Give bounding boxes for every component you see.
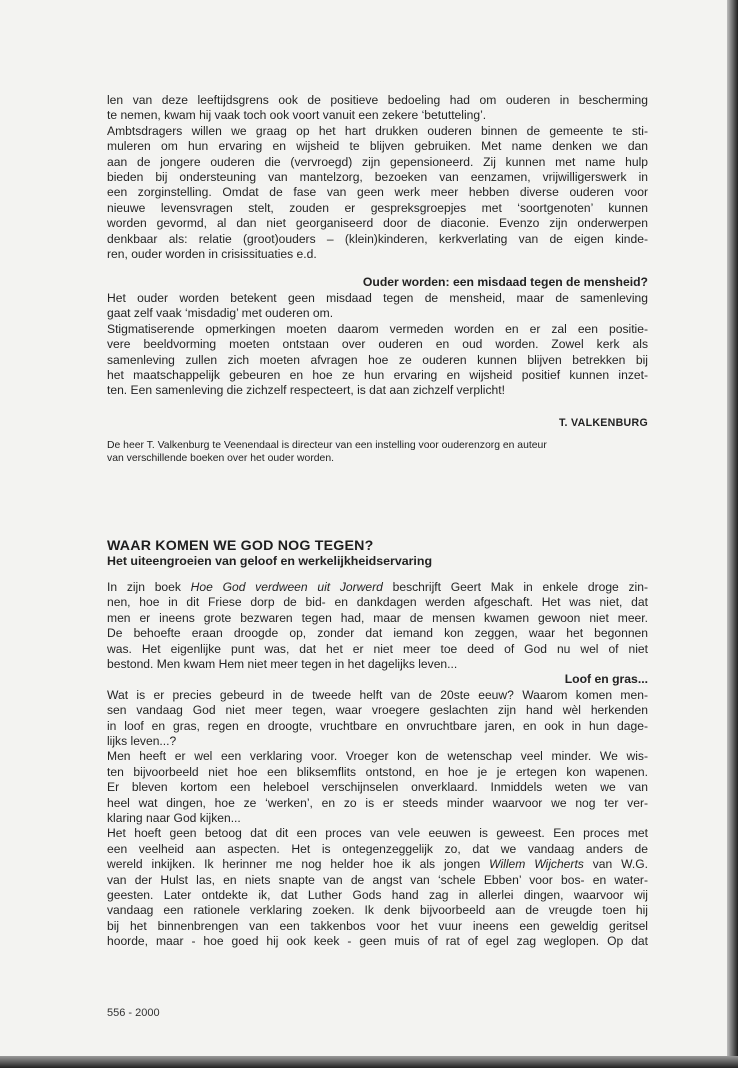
text-line: Er bleven kortom een heleboel verschijnselen onverklaard. Inmiddels weten we van bbox=[107, 780, 648, 795]
text-line: denkbaar als: relatie (groot)ouders – (klein)kinderen, kerkverlating van de eigen kinde- bbox=[107, 231, 648, 246]
bio-line: van verschillende boeken over het ouder worden. bbox=[107, 453, 335, 465]
author-bio bbox=[107, 439, 648, 466]
text-line: hoorde, maar - hoe goed hij ook keek - geen muis of rat of egel zag weglopen. Op dat bbox=[107, 934, 648, 949]
book-title-wijcherts: Willem Wijcherts bbox=[489, 857, 584, 872]
page-number: 556 - 2000 bbox=[107, 1007, 160, 1019]
book-title: Hoe God verdween uit Jorwerd bbox=[190, 579, 383, 594]
article-title: WAAR KOMEN WE GOD NOG TEGEN? bbox=[107, 537, 374, 554]
text-line: ren, ouder worden in crisissituaties e.d. bbox=[107, 247, 317, 262]
text-line-wijcherts bbox=[107, 857, 648, 872]
text-line: in loof en gras, regen en droogte, vruchtbare en onvruchtbare jaren, en ook in hun dage- bbox=[107, 718, 648, 733]
text-line: ten bijvoorbeeld niet hoe een bliksemflits ontstond, en hoe je je ertegen kon wapenen. bbox=[107, 764, 648, 779]
text-line: was. Het eigenlijke punt was, dat het er niet meer toe deed of God nu wel of niet bbox=[107, 641, 648, 656]
text-line: een zorginstelling. Omdat de fase van geen werk meer hebben diverse ouderen voor bbox=[107, 185, 648, 200]
paragraph-ouder-worden bbox=[107, 291, 648, 322]
text-line-intro bbox=[107, 580, 648, 595]
subheading-loof-en-gras: Loof en gras... bbox=[564, 672, 648, 687]
intro-rest: beschrijft Geert Mak in enkele droge zin- bbox=[382, 579, 648, 594]
paragraph-20ste-eeuw bbox=[107, 688, 648, 750]
p4-line3-start: wereld inkijken. Ik herinner me nog helder hoe ik als jongen bbox=[107, 857, 490, 872]
text-line: Wat is er precies gebeurd in de tweede helft van de 20ste eeuw? Waarom komen men- bbox=[107, 687, 648, 702]
text-line: aan de jongere ouderen die (vervroegd) zijn gepensioneerd. Zij kunnen met name hulp bbox=[107, 154, 648, 169]
text-line: een veelheid aan aspecten. Het is ontegenzeggelijk zo, dat we vandaag anders de bbox=[107, 841, 648, 856]
paragraph-ambtsdragers bbox=[107, 124, 648, 263]
text-line: van der Hulst las, en niets snapte van de angst van ‘schele Ebben’ voor bos- en water- bbox=[107, 872, 648, 887]
text-line: het maatschappelijk gebeuren en hoe ze hun ervaring en wijsheid positief kunnen inzet- bbox=[107, 367, 648, 382]
page-content bbox=[107, 93, 648, 950]
scan-edge-right bbox=[727, 0, 738, 1068]
text-line: Men heeft er wel een verklaring voor. Vroeger kon de wetenschap veel minder. We wis- bbox=[107, 749, 648, 764]
paragraph-continuation bbox=[107, 93, 648, 124]
text-line: heel wat dingen, hoe ze ‘werken’, en zo is er steeds minder waarvoor we nog ter ver- bbox=[107, 795, 648, 810]
text-line: Het hoeft geen betoog dat dit een proces van vele eeuwen is geweest. Een proces met bbox=[107, 826, 648, 841]
text-line: bestond. Men kwam Hem niet meer tegen in het dagelijks leven... bbox=[107, 656, 458, 671]
text-line: nieuwe levensvragen stelt, zouden er gespreksgroepjes met ‘soortgenoten’ kunnen bbox=[107, 200, 648, 215]
text-line: klaring naar God kijken... bbox=[107, 811, 241, 825]
subheading-misdaad: Ouder worden: een misdaad tegen de mensheid? bbox=[362, 275, 648, 290]
text-line: gaat zelf vaak ‘misdadig’ met ouderen om. bbox=[107, 306, 334, 321]
paragraph-verklaring bbox=[107, 749, 648, 826]
text-line: Het ouder worden betekent geen misdaad tegen de mensheid, maar de samenleving bbox=[107, 290, 648, 305]
text-line: ten. Een samenleving die zichzelf respecteert, is dat aan zichzelf verplicht! bbox=[107, 383, 505, 398]
text-line: samenleving zullen zich moeten afvragen hoe ze ouderen kunnen blijven betrekken bij bbox=[107, 352, 648, 367]
text-line: nen, hoe in dit Friese dorp de bid- en dankdagen werden afgeschaft. Het was niet, dat bbox=[107, 595, 648, 610]
text-line: sen vandaag God niet meer tegen, waar vroegere geslachten zijn hand wèl herkenden bbox=[107, 703, 648, 718]
paragraph-stigmatiserende bbox=[107, 322, 648, 399]
scan-edge-bottom bbox=[0, 1056, 738, 1068]
text-line: vandaag een rationele verklaring zoeken. Ik denk bijvoorbeeld aan de vreugde toen hij bbox=[107, 903, 648, 918]
text-line: te nemen, kwam hij vaak toch ook voort vanuit een zekere ‘betutteling’. bbox=[107, 108, 487, 123]
text-line: geesten. Later ontdekte ik, dat Luther Gods hand zag in allerlei dingen, waarvoor wij bbox=[107, 888, 648, 903]
text-line: vere beeldvorming moeten ontstaan over ouderen en oud worden. Zowel kerk als bbox=[107, 337, 648, 352]
text-line: lijks leven...? bbox=[107, 733, 177, 748]
text-line: bieden bij ondersteuning van mantelzorg, bezoeken van eenzamen, vrijwilligerswerk in bbox=[107, 170, 648, 185]
paragraph-proces bbox=[107, 826, 648, 949]
text-line: Stigmatiserende opmerkingen moeten daarom vermeden worden en er zal een positie- bbox=[107, 321, 648, 336]
text-line: bij het binnenbrengen van een takkenbos voor het vuur ineens een geweldig geritsel bbox=[107, 918, 648, 933]
text-line: men er ineens grote bezwaren tegen had, maar de mensen kwamen gewoon niet meer. bbox=[107, 610, 648, 625]
paragraph-jorwerd bbox=[107, 580, 648, 672]
text-line: Ambtsdragers willen we graag op het hart drukken ouderen binnen de gemeente te sti- bbox=[107, 123, 648, 138]
bio-line: De heer T. Valkenburg te Veenendaal is directeur van een instelling voor ouderenzorg en auteur bbox=[107, 439, 547, 451]
text-line: worden gevormd, al dan niet georganiseerd door de diaconie. Evenzo zijn onderwerpen bbox=[107, 216, 648, 231]
text-line: muleren om hun ervaring en wijsheid te blijven gebruiken. Met name denken we dan bbox=[107, 139, 648, 154]
text-line: De behoefte eraan droogde op, zonder dat iemand kon zeggen, waar het begonnen bbox=[107, 626, 648, 641]
text-line: len van deze leeftijdsgrens ook de positieve bedoeling had om ouderen in bescherming bbox=[107, 93, 648, 107]
intro-start: In zijn boek bbox=[107, 579, 191, 594]
author-name: T. VALKENBURG bbox=[558, 416, 648, 429]
p4-line3-end: van W.G. bbox=[583, 857, 648, 872]
article-subtitle: Het uiteengroeien van geloof en werkelijkheidservaring bbox=[107, 553, 433, 568]
